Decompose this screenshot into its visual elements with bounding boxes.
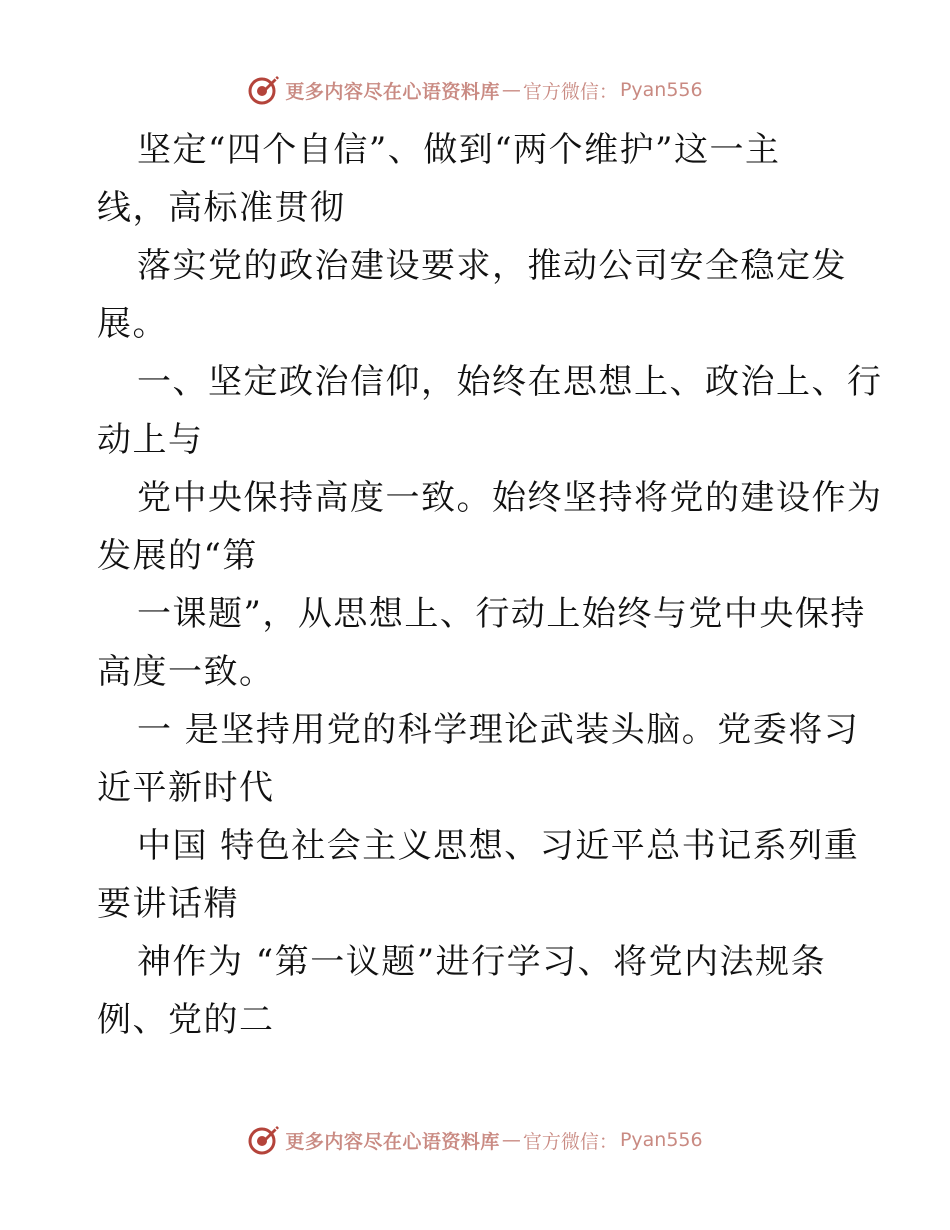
document-body [97,121,883,1049]
paragraph-line: 发展的“第 [97,536,258,576]
paragraph-line: 神作为 “第一议题”进行学习、将党内法规条 [137,942,827,982]
footer-watermark [0,1120,950,1160]
paragraph-line: 坚定“四个自信”、做到“两个维护”这一主 [137,130,781,170]
watermark-wechat-id: Pyan556 [619,1129,703,1151]
paragraph [97,237,857,353]
paragraph-line: 落实党的政治建设要求，推动公司安全稳定发 [137,246,847,286]
pen-logo-icon [247,73,281,107]
paragraph-line: 中国 特色社会主义思想、习近平总书记系列重 [137,826,860,866]
watermark-wechat-label: 官方微信： [522,80,618,103]
paragraph [97,585,866,701]
paragraph-line: 一、坚定政治信仰，始终在思想上、政治上、行 [137,362,883,402]
watermark-wechat-label: 官方微信： [522,1130,618,1153]
paragraph [97,817,860,933]
paragraph [97,121,857,237]
paragraph-line: 展。 [97,304,168,344]
paragraph-line: 一 是坚持用党的科学理论武装头脑。党委将习 [137,710,860,750]
watermark-site-text: 更多内容尽在心语资料库 [285,80,500,103]
watermark-separator: — [501,79,521,101]
watermark-separator: — [501,1129,521,1151]
watermark-site-text: 更多内容尽在心语资料库 [285,1130,500,1153]
paragraph-line: 例、党的二 [97,1000,275,1040]
header-watermark [0,70,950,110]
paragraph [97,469,883,585]
paragraph-line: 近平新时代 [97,768,275,808]
paragraph-line: 要讲话精 [97,884,239,924]
paragraph-line: 线，高标准贯彻 [97,188,346,228]
watermark-wechat-id: Pyan556 [619,79,703,101]
paragraph-line: 动上与 [97,420,204,460]
paragraph [97,353,883,469]
pen-logo-icon [247,1123,281,1157]
paragraph-line: 一课题”，从思想上、行动上始终与党中央保持 [137,594,866,634]
paragraph-line: 党中央保持高度一致。始终坚持将党的建设作为 [137,478,883,518]
paragraph [97,933,857,1049]
paragraph [97,701,860,817]
paragraph-line: 高度一致。 [97,652,275,692]
